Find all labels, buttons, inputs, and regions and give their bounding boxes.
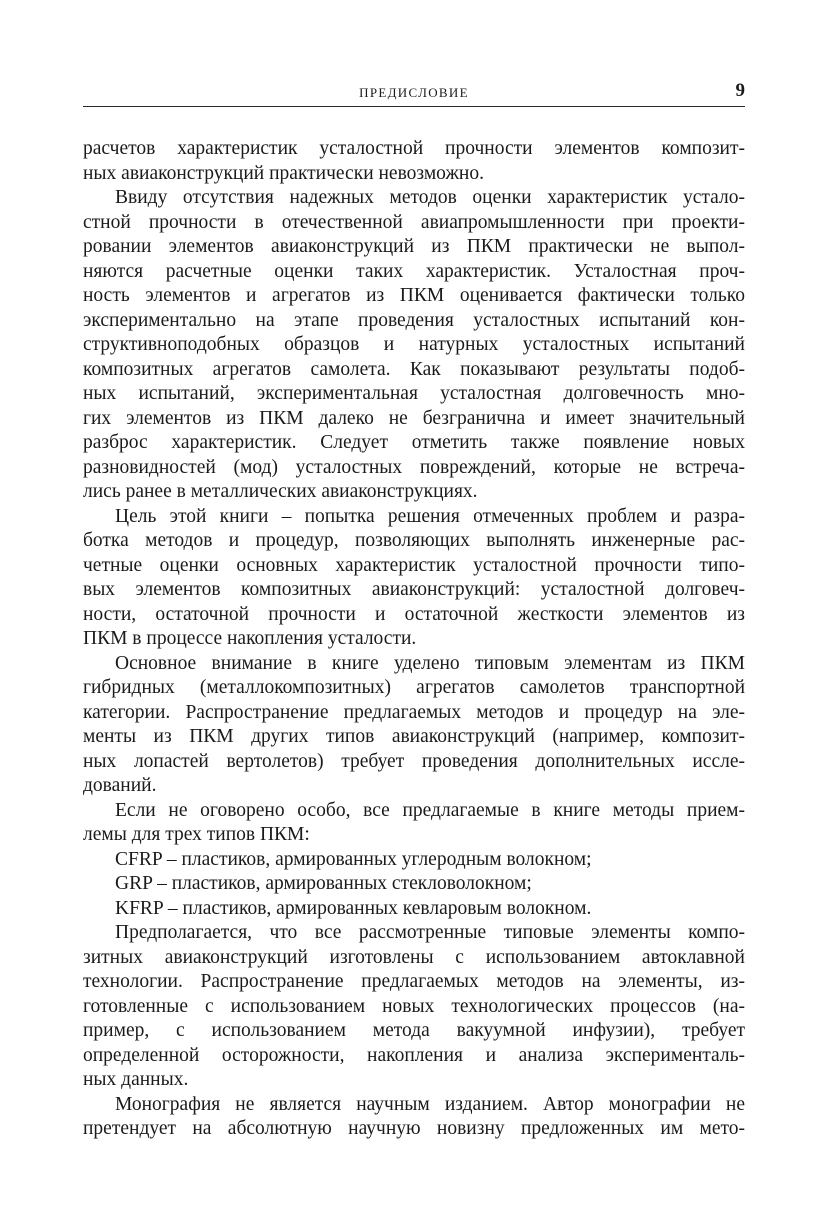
text-line: стной прочности в отечественной авиапромышленности при проекти- (83, 211, 745, 233)
text-line: ровании элементов авиаконструкций из ПКМ практически не выпол- (83, 236, 745, 257)
text-line: Предполагается, что все рассмотренные типовые элементы компо- (115, 922, 745, 943)
text-line: расчетов характеристик усталостной прочности элементов композит- (83, 138, 745, 159)
page-number: 9 (735, 80, 745, 101)
body-text (83, 137, 745, 1142)
text-line: структивноподобных образцов и натурных усталостных испытаний (83, 334, 745, 355)
text-line: категории. Распространение предлагаемых методов и процедур на эле- (83, 701, 745, 723)
text-line: ных испытаний, экспериментальная усталостная долговечность мно- (83, 383, 745, 404)
text-line: готовленные с использованием новых технологических процессов (на- (83, 995, 745, 1017)
text-line: ных данных. (83, 1069, 189, 1090)
text-line: Цель этой книги – попытка решения отмеченных проблем и разра- (115, 505, 745, 527)
text-line: технологии. Распространение предлагаемых методов на элементы, из- (83, 971, 745, 992)
text-line: CFRP – пластиков, армированных углеродным волокном; (115, 848, 592, 870)
book-page (83, 78, 745, 1142)
text-line: ных лопастей вертолетов) требует проведения дополнительных иссле- (83, 750, 745, 772)
running-title: ПРЕДИСЛОВИЕ (359, 85, 469, 100)
text-line: вых элементов композитных авиаконструкций: усталостной долговеч- (83, 579, 745, 600)
text-line: ности, остаточной прочности и остаточной жесткости элементов из (83, 603, 745, 625)
text-line: композитных агрегатов самолета. Как показывают результаты подоб- (83, 358, 745, 380)
running-header (83, 78, 745, 107)
text-line: экспериментально на этапе проведения усталостных испытаний кон- (83, 309, 745, 331)
text-line: разновидностей (мод) усталостных повреждений, которые не встреча- (83, 456, 745, 478)
text-line: пример, с использованием метода вакуумной инфузии), требует (83, 1020, 745, 1041)
text-line: четные оценки основных характеристик усталостной прочности типо- (83, 554, 745, 576)
text-line: лемы для трех типов ПКМ: (83, 824, 310, 845)
text-line: GRP – пластиков, армированных стекловолокном; (115, 873, 532, 894)
text-line: Если не оговорено особо, все предлагаемые в книге методы прием- (115, 799, 745, 821)
text-line: гих элементов из ПКМ далеко не безгранична и имеет значительный (83, 407, 745, 429)
text-line: лись ранее в металлических авиаконструкциях. (83, 481, 478, 502)
text-line: гибридных (металлокомпозитных) агрегатов самолетов транспортной (83, 677, 745, 698)
text-line: ность элементов и агрегатов из ПКМ оценивается фактически только (83, 285, 745, 306)
text-line: претендует на абсолютную научную новизну предложенных им мето- (83, 1118, 745, 1139)
text-line: зитных авиаконструкций изготовлены с использованием автоклавной (83, 946, 745, 968)
text-line: менты из ПКМ других типов авиаконструкций (например, композит- (83, 726, 745, 747)
text-line: Основное внимание в книге уделено типовым элементам из ПКМ (115, 652, 745, 674)
text-line: няются расчетные оценки таких характеристик. Усталостная проч- (83, 260, 745, 282)
text-line: дований. (83, 775, 157, 796)
text-line: определенной осторожности, накопления и анализа эксперименталь- (83, 1044, 745, 1066)
text-line: Ввиду отсутствия надежных методов оценки характеристик устало- (115, 187, 745, 208)
text-line: ных авиаконструкций практически невозможно. (83, 162, 484, 184)
text-line: Монография не является научным изданием. Автор монографии не (115, 1093, 745, 1115)
text-line: ботка методов и процедур, позволяющих выполнять инженерные рас- (83, 530, 745, 551)
text-line: KFRP – пластиков, армированных кевларовым волокном. (115, 897, 592, 919)
text-line: ПКМ в процессе накопления усталости. (83, 628, 417, 649)
text-line: разброс характеристик. Следует отметить также появление новых (83, 432, 745, 453)
